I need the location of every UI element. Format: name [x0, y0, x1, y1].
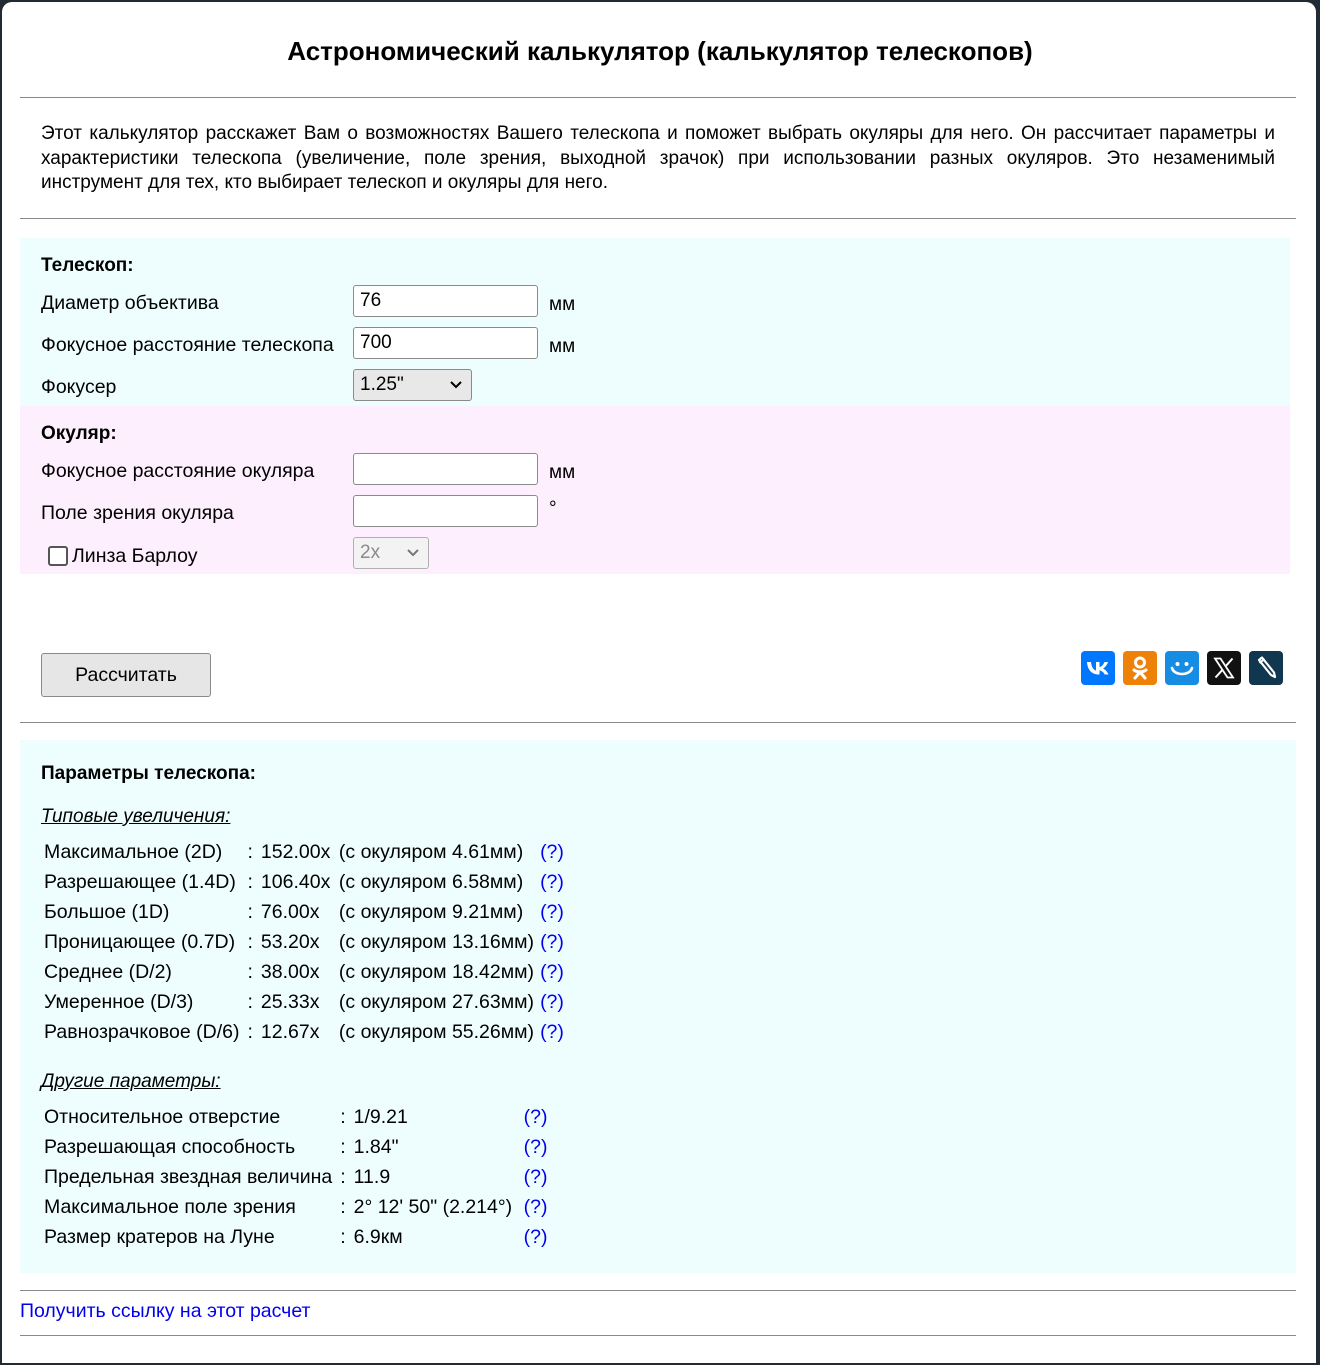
eyepiece-focal: (с окуляром 6.58мм) — [338, 870, 524, 893]
parameter-name: Относительное отверстие — [44, 1105, 281, 1128]
mail-ru-share-button[interactable] — [1165, 651, 1199, 685]
magnification-row — [41, 867, 566, 897]
parameter-value: 11.9 — [353, 1165, 391, 1188]
focuser-select[interactable] — [353, 369, 472, 401]
separator: : — [247, 1020, 253, 1043]
help-link[interactable]: (?) — [540, 870, 564, 893]
barlow-select[interactable] — [353, 537, 429, 569]
separator: : — [247, 870, 253, 893]
barlow-checkbox[interactable] — [48, 546, 68, 566]
eyepiece-fov-input[interactable] — [353, 495, 538, 527]
help-link[interactable]: (?) — [523, 1195, 548, 1218]
eyepiece-focal: (с окуляром 9.21мм) — [338, 900, 524, 923]
diameter-label: Диаметр объектива — [41, 292, 219, 314]
x-icon — [1207, 651, 1241, 685]
magnification-row — [41, 897, 566, 927]
telescope-focal-label: Фокусное расстояние телескопа — [41, 334, 334, 356]
results-section — [20, 740, 1296, 1273]
magnification-value: 106.40x — [260, 870, 331, 893]
eyepiece-focal: (с окуляром 18.42мм) — [338, 960, 535, 983]
livejournal-icon — [1249, 651, 1283, 685]
eyepiece-focal: (с окуляром 27.63мм) — [338, 990, 535, 1013]
odnoklassniki-icon — [1123, 651, 1157, 685]
livejournal-share-button[interactable] — [1249, 651, 1283, 685]
magnification-value: 76.00x — [260, 900, 320, 923]
telescope-focal-unit: мм — [549, 336, 576, 357]
magnification-name: Разрешающее (1.4D) — [44, 870, 236, 893]
magnification-value: 38.00x — [260, 960, 320, 983]
divider — [20, 1290, 1296, 1291]
help-link[interactable]: (?) — [540, 900, 564, 923]
magnification-value: 53.20x — [260, 930, 320, 953]
magnification-value: 152.00x — [260, 840, 331, 863]
eyepiece-focal-unit: мм — [549, 462, 576, 483]
separator: : — [340, 1165, 346, 1188]
magnifications-table — [41, 837, 566, 1047]
parameter-name: Предельная звездная величина — [44, 1165, 333, 1188]
get-link[interactable]: Получить ссылку на этот расчет — [20, 1300, 311, 1322]
divider — [20, 722, 1296, 723]
focuser-label: Фокусер — [41, 376, 117, 398]
magnification-row — [41, 1017, 566, 1047]
separator: : — [247, 930, 253, 953]
magnification-name: Среднее (D/2) — [44, 960, 172, 983]
eyepiece-focal-label: Фокусное расстояние окуляра — [41, 460, 315, 482]
parameter-name: Размер кратеров на Луне — [44, 1225, 275, 1248]
help-link[interactable]: (?) — [523, 1225, 548, 1248]
eyepiece-focal-input[interactable] — [353, 453, 538, 485]
magnification-name: Проницающее (0.7D) — [44, 930, 236, 953]
eyepiece-fov-unit: ° — [549, 498, 557, 519]
help-link[interactable]: (?) — [540, 960, 564, 983]
help-link[interactable]: (?) — [540, 930, 564, 953]
parameter-row — [41, 1192, 550, 1222]
chevron-down-icon — [406, 538, 420, 579]
odnoklassniki-share-button[interactable] — [1123, 651, 1157, 685]
separator: : — [340, 1225, 346, 1248]
parameter-row — [41, 1102, 550, 1132]
magnifications-heading: Типовые увеличения: — [41, 806, 231, 827]
magnification-name: Максимальное (2D) — [44, 840, 223, 863]
telescope-section — [20, 238, 1290, 406]
help-link[interactable]: (?) — [523, 1105, 548, 1128]
magnification-row — [41, 987, 566, 1017]
magnification-value: 25.33x — [260, 990, 320, 1013]
focuser-selected-value: 1.25" — [360, 374, 404, 395]
chevron-down-icon — [449, 370, 463, 411]
results-heading: Параметры телескопа: — [41, 763, 256, 784]
x-share-button[interactable] — [1207, 651, 1241, 685]
divider — [20, 97, 1296, 98]
intro-text: Этот калькулятор расскажет Вам о возможностях Вашего телескопа и поможет выбрать окуляры для него. Он рассчитает параметры и характеристики телескопа (увеличение, поле зрения, выходной зрачок) при использовании разных окуляров. Это незаменимый инструмент для тех, кто выбирает телескоп и окуляры для него. — [41, 123, 1275, 193]
help-link[interactable]: (?) — [540, 990, 564, 1013]
diameter-input[interactable] — [353, 285, 538, 317]
magnification-row — [41, 927, 566, 957]
eyepiece-focal: (с окуляром 55.26мм) — [338, 1020, 535, 1043]
magnification-row — [41, 837, 566, 867]
separator: : — [340, 1135, 346, 1158]
divider — [20, 218, 1296, 219]
help-link[interactable]: (?) — [540, 840, 564, 863]
magnification-name: Большое (1D) — [44, 900, 170, 923]
barlow-selected-value: 2x — [360, 542, 381, 563]
eyepiece-fov-label: Поле зрения окуляра — [41, 502, 234, 524]
barlow-label[interactable]: Линза Барлоу — [72, 545, 198, 567]
parameter-name: Разрешающая способность — [44, 1135, 296, 1158]
mail-ru-icon — [1165, 651, 1199, 685]
magnification-name: Равнозрачковое (D/6) — [44, 1020, 240, 1043]
parameter-value: 1.84" — [353, 1135, 399, 1158]
help-link[interactable]: (?) — [540, 1020, 564, 1043]
separator: : — [340, 1195, 346, 1218]
magnification-row — [41, 957, 566, 987]
parameter-row — [41, 1162, 550, 1192]
parameter-value: 1/9.21 — [353, 1105, 408, 1128]
eyepiece-focal: (с окуляром 13.16мм) — [338, 930, 535, 953]
vk-icon — [1081, 651, 1115, 685]
separator: : — [247, 900, 253, 923]
parameter-name: Максимальное поле зрения — [44, 1195, 296, 1218]
parameter-row — [41, 1222, 550, 1252]
help-link[interactable]: (?) — [523, 1165, 548, 1188]
separator: : — [340, 1105, 346, 1128]
parameter-value: 6.9км — [353, 1225, 403, 1248]
separator: : — [247, 960, 253, 983]
eyepiece-section — [20, 406, 1290, 574]
vk-share-button[interactable] — [1081, 651, 1115, 685]
parameter-value: 2° 12' 50" (2.214°) — [353, 1195, 513, 1218]
other-params-heading: Другие параметры: — [41, 1071, 221, 1092]
page-title: Астрономический калькулятор (калькулятор телескопов) — [287, 36, 1033, 66]
help-link[interactable]: (?) — [523, 1135, 548, 1158]
parameter-row — [41, 1132, 550, 1162]
calculate-button[interactable]: Рассчитать — [41, 653, 211, 697]
telescope-focal-input[interactable] — [353, 327, 538, 359]
divider — [20, 1335, 1296, 1336]
magnification-name: Умеренное (D/3) — [44, 990, 194, 1013]
separator: : — [247, 840, 253, 863]
eyepiece-heading: Окуляр: — [41, 423, 117, 444]
separator: : — [247, 990, 253, 1013]
magnification-value: 12.67x — [260, 1020, 320, 1043]
telescope-heading: Телескоп: — [41, 255, 134, 276]
other-params-table — [41, 1102, 550, 1252]
eyepiece-focal: (с окуляром 4.61мм) — [338, 840, 524, 863]
diameter-unit: мм — [549, 294, 576, 315]
